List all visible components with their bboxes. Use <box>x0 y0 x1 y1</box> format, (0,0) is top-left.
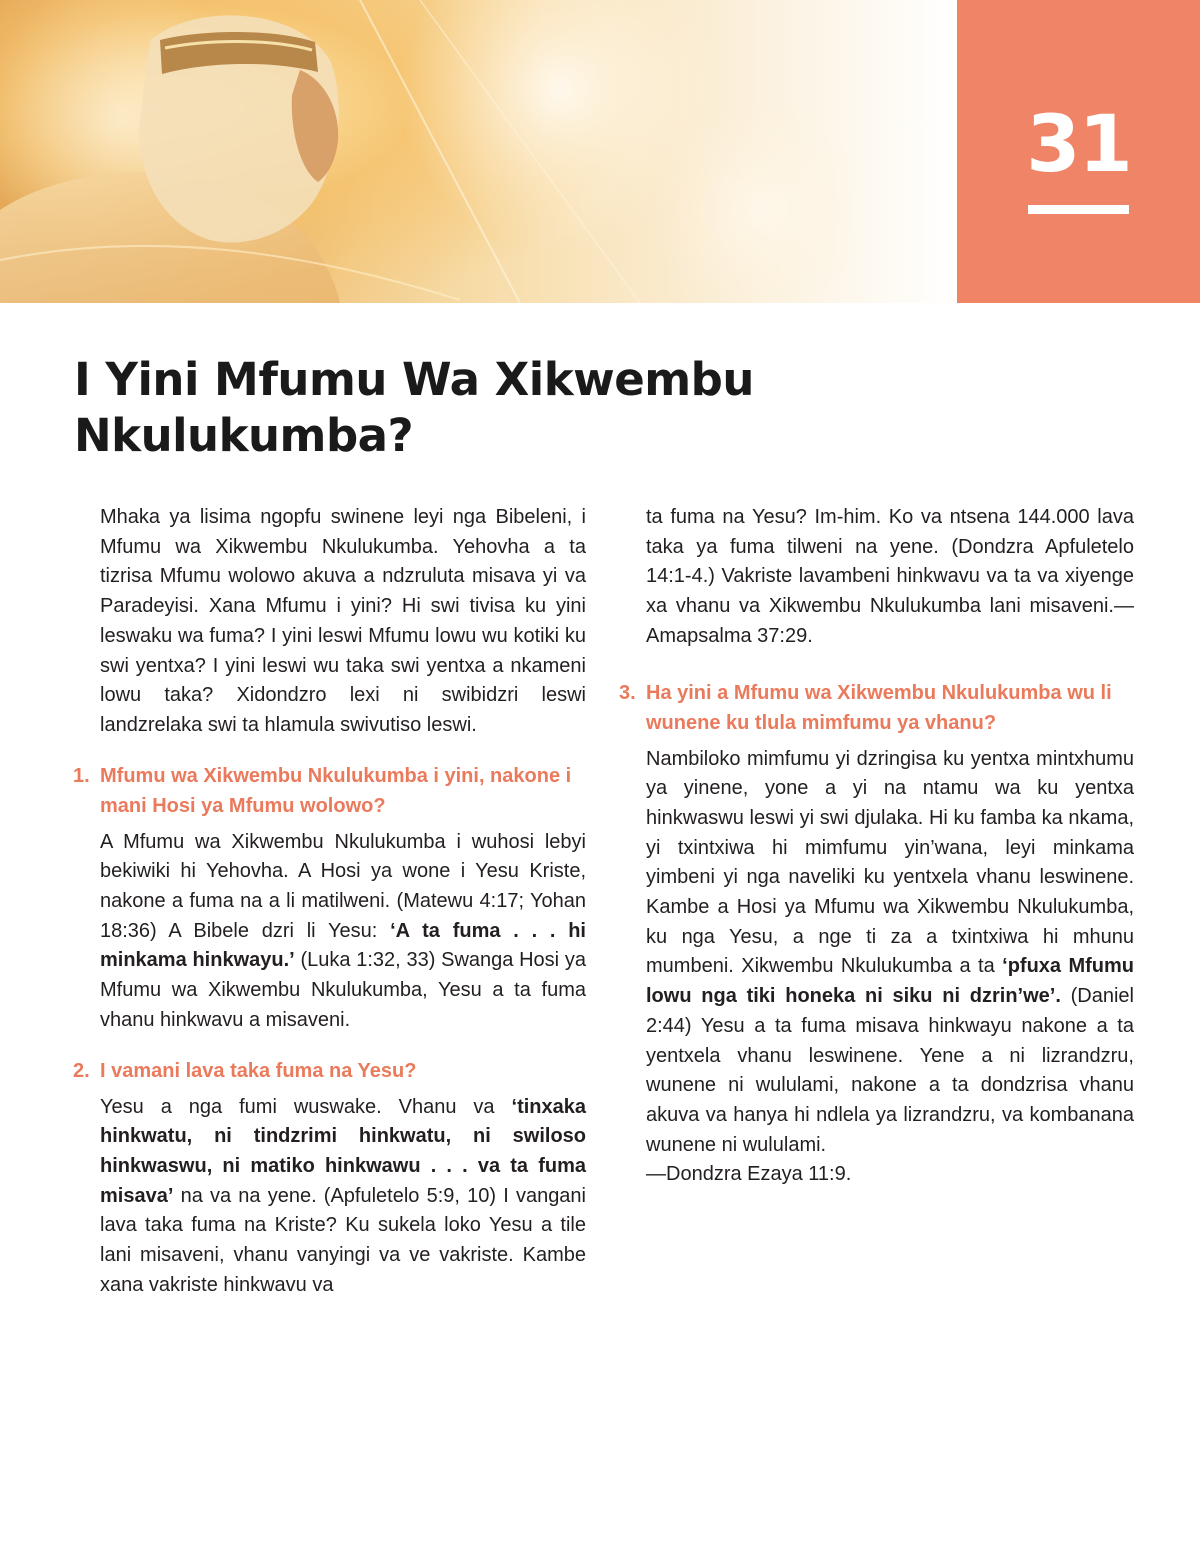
question-2-number: 2. <box>73 1059 90 1082</box>
answer-2 <box>100 1093 586 1301</box>
answer-3 <box>646 745 1134 1191</box>
question-3-text: Ha yini a Mfumu wa Xikwembu Nkulukumba wu li wunene ku tlula mimfumu ya vhanu? <box>646 681 1112 734</box>
title-line-2: Nkulukumba? <box>74 409 414 462</box>
answer-2-quote: ‘tinxaka hinkwatu, ni tindzrimi hinkwatu, ni swiloso hinkwaswu, ni matiko hinkwawu . . . va ta fuma misava’ <box>100 1095 586 1207</box>
title-line-1: I Yini Mfumu Wa Xikwembu <box>74 353 754 406</box>
right-column <box>619 503 1134 1190</box>
question-1-number: 1. <box>73 764 90 787</box>
question-1-text: Mfumu wa Xikwembu Nkulukumba i yini, nakone i mani Hosi ya Mfumu wolowo? <box>100 764 572 817</box>
left-column <box>73 503 586 1300</box>
question-3-number: 3. <box>619 681 636 704</box>
question-1 <box>73 761 586 821</box>
answer-2-text-b: na va na yene. (Apfuletelo 5:9, 10) I vangani lava taka fuma na Kriste? Ku sukela loko Yesu a tile lani misaveni, vhanu vanyingi va ve vakriste. Kambe xana vakriste hinkwavu va <box>100 1184 586 1296</box>
question-2 <box>73 1056 586 1086</box>
answer-3-text-b: (Daniel 2:44) Yesu a ta fuma misava hinkwayu nakone a ta yentxela vhanu leswinene. Yene a ni lizrandzru, wunene ni wululami, nakone a ta dondzrisa vhanu akuva va hanya hi ndlela ya lizrandzru, va kombanana wunene ni wululami. —Dondzra Ezaya 11:9. <box>646 985 1134 1186</box>
chapter-underline <box>1028 205 1129 214</box>
answer-1-text-b: (Luka 1:32, 33) Swanga Hosi ya Mfumu wa Xikwembu Nkulukumba, Yesu a ta fuma vhanu hinkwavu a misaveni. <box>100 949 586 1031</box>
answer-2-text-a: Yesu a nga fumi wuswake. Vhanu va <box>100 1095 512 1118</box>
answer-2-continued: ta fuma na Yesu? Im-him. Ko va ntsena 144.000 lava taka ya fuma tilweni na yene. (Dondzra Apfuletelo 14:1-4.) Vakriste lavambeni hinkwavu va ta va xiyenge xa vhanu va Xikwembu Nkulukumba lani misaveni.—Amapsalma 37:29. <box>646 506 1134 647</box>
answer-1-text-a: A Mfumu wa Xikwembu Nkulukumba i wuhosi lebyi bekiwiki hi Yehovha. A Hosi ya wone i Yesu Kriste, nakone a fuma na a li matilweni. (Matewu 4:17; Yohan 18:36) A Bibele dzri li Yesu: <box>100 830 586 942</box>
chapter-number: 31 <box>1026 100 1131 190</box>
question-2-text: I vamani lava taka fuma na Yesu? <box>100 1059 417 1082</box>
intro-paragraph: Mhaka ya lisima ngopfu swinene leyi nga Bibeleni, i Mfumu wa Xikwembu Nkulukumba. Yehovha a ta tizrisa Mfumu wolowo akuva a ndzruluta misava yi va Paradeyisi. Xana Mfumu i yini? Hi swi tivisa ku yini leswaku wa fuma? I yini leswi Mfumu lowu wu kotiki ku swi yentxa? I yini leswi wu taka swi yentxa a nkameni lowu taka? Xidondzro lexi ni swibidzri leswi landzrelaka swi ta hlamula swivutiso leswi. <box>100 506 586 736</box>
answer-3-quote: ‘pfuxa Mfumu lowu nga tiki honeka ni siku ni dzrin’we’. <box>646 955 1134 1008</box>
answer-3-text-a: Nambiloko mimfumu yi dzringisa ku yentxa mintxhumu ya yinene, yone a yi na ntamu wa ku yentxa hinkwaswu leswi yi swi djulaka. Hi ku famba ka nkama, yi txintxiwa hi mimfumu yin’wana, leyi minkama yimbeni yi nga naveliki ku yentxela vhanu leswinene. Kambe a Hosi ya Mfumu wa Xikwembu Nkulukumba, ku nga Yesu, a nge ti za a txintxiwa hi mhunu mumbeni. Xikwembu Nkulukumba a ta <box>646 747 1134 978</box>
page-title <box>74 352 894 464</box>
answer-1 <box>100 828 586 1036</box>
header-illustration <box>0 0 957 303</box>
question-3 <box>619 678 1134 738</box>
king-illustration <box>0 0 957 303</box>
chapter-badge <box>957 0 1200 303</box>
answer-1-quote: ‘A ta fuma . . . hi minkama hinkwayu.’ <box>100 919 586 972</box>
